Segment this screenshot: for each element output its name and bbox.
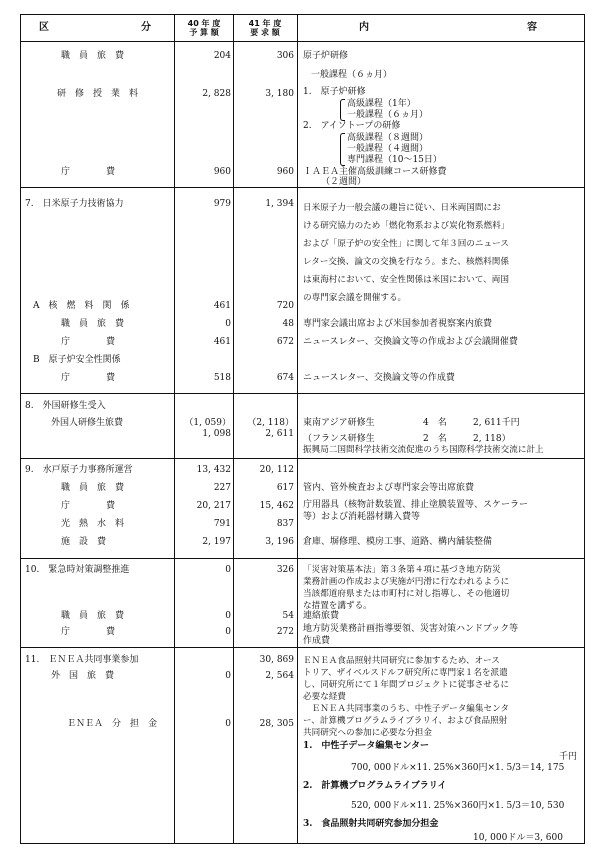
s7-a-label: A 核 燃 料 関 係 xyxy=(33,301,130,311)
s7-a1-label: 職 員 旅 費 xyxy=(61,319,125,329)
s11-p2: 2. 計算機プログラムライブラリイ xyxy=(303,781,447,791)
s8-c1b: 4 名 xyxy=(423,418,447,428)
s11-content: ＥＮＥＡ食品照射共同研究に参加するため、オース トリア、ザイベルスドルフ研究所に専門家１名を派遣 し、同研究所にて１年間プロジェクトに従事させるに 必要な経費 ＥＮＥＡ共同事業のうち、中性子データ編集センタ ー、計算機プログラムライブラリイ、および食品照射 共同研究への参加に必要な分担金 xyxy=(303,656,510,738)
s9-i2-y40: 20, 217 xyxy=(196,501,231,511)
r1-y41: 306 xyxy=(276,51,294,61)
s9-y40: 13, 432 xyxy=(196,465,231,475)
r3-y40: 960 xyxy=(213,167,231,177)
r3-label: 庁 費 xyxy=(61,167,116,177)
s8-y41b: 2, 611 xyxy=(265,429,294,439)
row-divider xyxy=(21,458,584,459)
s11-i2-y40: 0 xyxy=(225,719,231,729)
s9-i4-y40: 2, 197 xyxy=(202,537,231,547)
r2-content-4: 2. アイソトープの研修 xyxy=(303,121,401,131)
s8-c2a: （フランス研修生 xyxy=(303,434,375,444)
r3-content-2: （２週間） xyxy=(321,177,367,187)
s11-p3-calc: 10, 000ドル＝3, 600 xyxy=(473,833,563,843)
s8-y40a: （1, 059） xyxy=(184,418,231,428)
s10-y41: 326 xyxy=(276,565,294,575)
s10-i1-y41: 54 xyxy=(282,611,294,621)
s7-b1-content: ニュースレター、交換論文等の作成費 xyxy=(303,373,455,383)
row-divider xyxy=(21,393,584,394)
s8-c3: 振興局二国間科学技術交流促進のうち国際科学技術交流に計上 xyxy=(303,445,544,455)
s11-i2-label: ＥＮＥＡ 分 担 金 xyxy=(67,719,158,729)
s9-i2-label: 庁 費 xyxy=(61,501,116,511)
header-col2: 40 年 度 予 算 額 xyxy=(187,19,221,37)
r3-content-1: ＩＡＥＡ主催高級訓練コース研修費 xyxy=(303,167,447,177)
s7-a-y40: 461 xyxy=(213,301,231,311)
s8-c1a: 東南アジア研修生 xyxy=(303,418,375,428)
s11-i1-y40: 0 xyxy=(225,671,231,681)
s9-i3-y40: 791 xyxy=(213,519,231,529)
s7-a2-y40: 461 xyxy=(213,337,231,347)
row-divider xyxy=(21,558,584,559)
s9-i3-y41: 837 xyxy=(276,519,294,529)
brace xyxy=(340,99,345,121)
s7-a2-label: 庁 費 xyxy=(61,337,116,347)
r2-y41: 3, 180 xyxy=(265,89,294,99)
s11-i1-y41: 2, 564 xyxy=(265,671,294,681)
s11-p1-unit: 千円 xyxy=(559,752,578,762)
r2-content-1: 1. 原子炉研修 xyxy=(303,87,366,97)
r2-content-3: 一般課程（６ヵ月） xyxy=(347,110,429,120)
r1-y40: 204 xyxy=(213,51,231,61)
r1-content-2: 一般課程（６ヵ月） xyxy=(311,70,393,80)
header-col3: 41 年 度 要 求 額 xyxy=(248,19,282,37)
s11-p2-calc: 520, 000ドル×11. 25%×360円×1. 5/3＝10, 530 xyxy=(351,801,565,811)
s7-content: 日米原子力一般会議の趣旨に従い、日米両国間にお ける研究協力のため「燃化物系および炭化物系燃料」 および「原子炉の安全性」に関して年３回のニュース レター交換、論文の交換を行なう。また、核燃料関係 は東海村において、安全性関係は米国において、両国 の専門家会議を開催する。 xyxy=(303,203,510,303)
r1-content-1: 原子炉研修 xyxy=(303,51,349,61)
s7-a1-content: 専門家会議出席および米国参加者視察案内旅費 xyxy=(303,319,493,329)
s7-b1-y40: 518 xyxy=(213,373,231,383)
s7-a2-content: ニュースレター、交換論文等の作成および会議開催費 xyxy=(303,337,518,347)
s9-content-1: 管内、管外検査および専門家会等出席旅費 xyxy=(303,483,475,493)
s10-label: 10. 緊急時対策調整推進 xyxy=(25,565,130,575)
header-col1-a: 区 xyxy=(39,22,49,33)
r2-content-2: 高級課程（1年） xyxy=(347,99,416,109)
s10-i1-y40: 0 xyxy=(225,611,231,621)
s7-y41: 1, 394 xyxy=(265,199,294,209)
s11-i2-y41: 28, 305 xyxy=(259,719,294,729)
r2-label: 研 修 授 業 料 xyxy=(57,89,139,99)
s11-p1: 1. 中性子データ編集センター xyxy=(303,741,430,751)
s10-i1-label: 職 員 旅 費 xyxy=(61,611,125,621)
s8-c2c: 2, 118） xyxy=(473,434,511,444)
s8-y40b: 1, 098 xyxy=(202,429,231,439)
s10-content: 「災害対策基本法」第３条第４項に基づき地方防災 業務計画の作成および実施が円滑に行なわれるように 当該都道府県または市町村に対し指導し、その他適切 な措置を講ずる。 xyxy=(303,565,510,611)
s10-i2-content: 地方防災業務計画指導要領、災害対策ハンドブック等 作成費 xyxy=(303,624,519,646)
brace xyxy=(340,133,345,166)
s9-y41: 20, 112 xyxy=(259,465,294,475)
s7-a1-y41: 48 xyxy=(282,319,294,329)
r2-content-5: 高級課程（８週間） xyxy=(347,133,429,143)
row-divider xyxy=(21,187,584,188)
s9-i1-y41: 617 xyxy=(276,483,294,493)
s9-i1-y40: 227 xyxy=(213,483,231,493)
s10-i2-y40: 0 xyxy=(225,627,231,637)
s11-p1-calc: 700, 000ドル×11. 25%×360円×1. 5/3＝14, 175 xyxy=(351,763,565,773)
s8-c1c: 2, 611千円 xyxy=(473,418,520,428)
r1-label: 職 員 旅 費 xyxy=(61,51,125,61)
header-col4-a: 内 xyxy=(359,22,369,33)
s7-b1-y41: 674 xyxy=(276,373,294,383)
s9-content-4: 倉庫、塀修理、模房工事、道路、構内舗装整備 xyxy=(303,537,493,547)
row-divider xyxy=(21,647,584,648)
r2-content-6: 一般課程（４週間） xyxy=(347,144,429,154)
header-col1-b: 分 xyxy=(141,22,151,33)
s9-i4-label: 施 設 費 xyxy=(61,537,107,547)
header-divider xyxy=(21,41,584,42)
s10-i2-label: 庁 費 xyxy=(61,627,116,637)
s9-label: 9. 水戸原子力事務所運営 xyxy=(25,465,133,475)
s7-a2-y41: 672 xyxy=(276,337,294,347)
header-col4-b: 容 xyxy=(527,22,537,33)
s7-b-label: B 原子炉安全性関係 xyxy=(33,355,121,365)
s11-y41: 30, 869 xyxy=(259,655,294,665)
s8-sub: 外国人研修生旅費 xyxy=(51,418,124,428)
s7-label: 7. 日米原子力技術協力 xyxy=(25,199,124,209)
s7-a-y41: 720 xyxy=(276,301,294,311)
s9-content-2: 庁用器具（核物計数装置、排止塗膜装置等、スケーラー 等）および消耗器材購入費等 xyxy=(303,500,529,522)
budget-table xyxy=(20,14,585,844)
s9-i1-label: 職 員 旅 費 xyxy=(61,483,125,493)
s7-a1-y40: 0 xyxy=(225,319,231,329)
r2-content-7: 専門課程（10～15日） xyxy=(347,155,442,165)
r3-y41: 960 xyxy=(276,167,294,177)
s8-c2b: 2 名 xyxy=(423,434,447,444)
r2-y40: 2, 828 xyxy=(202,89,231,99)
s10-y40: 0 xyxy=(225,565,231,575)
s7-y40: 979 xyxy=(213,199,231,209)
s11-p3: 3. 食品照射共同研究参加分担金 xyxy=(303,819,439,829)
s10-i2-y41: 272 xyxy=(276,627,294,637)
s9-i4-y41: 3, 196 xyxy=(265,537,294,547)
s11-i1-label: 外 国 旅 費 xyxy=(51,671,115,681)
s11-label: 11. ＥＮＥＡ共同事業参加 xyxy=(25,655,139,665)
s8-y41a: （2, 118） xyxy=(247,418,294,428)
s9-i3-label: 光 熱 水 料 xyxy=(61,519,125,529)
s9-i2-y41: 15, 462 xyxy=(259,501,294,511)
s10-i1-content: 連絡旅費 xyxy=(303,611,340,621)
s7-b1-label: 庁 費 xyxy=(61,373,116,383)
s8-label: 8. 外国研修生受入 xyxy=(25,401,106,411)
grid-line xyxy=(297,15,298,843)
